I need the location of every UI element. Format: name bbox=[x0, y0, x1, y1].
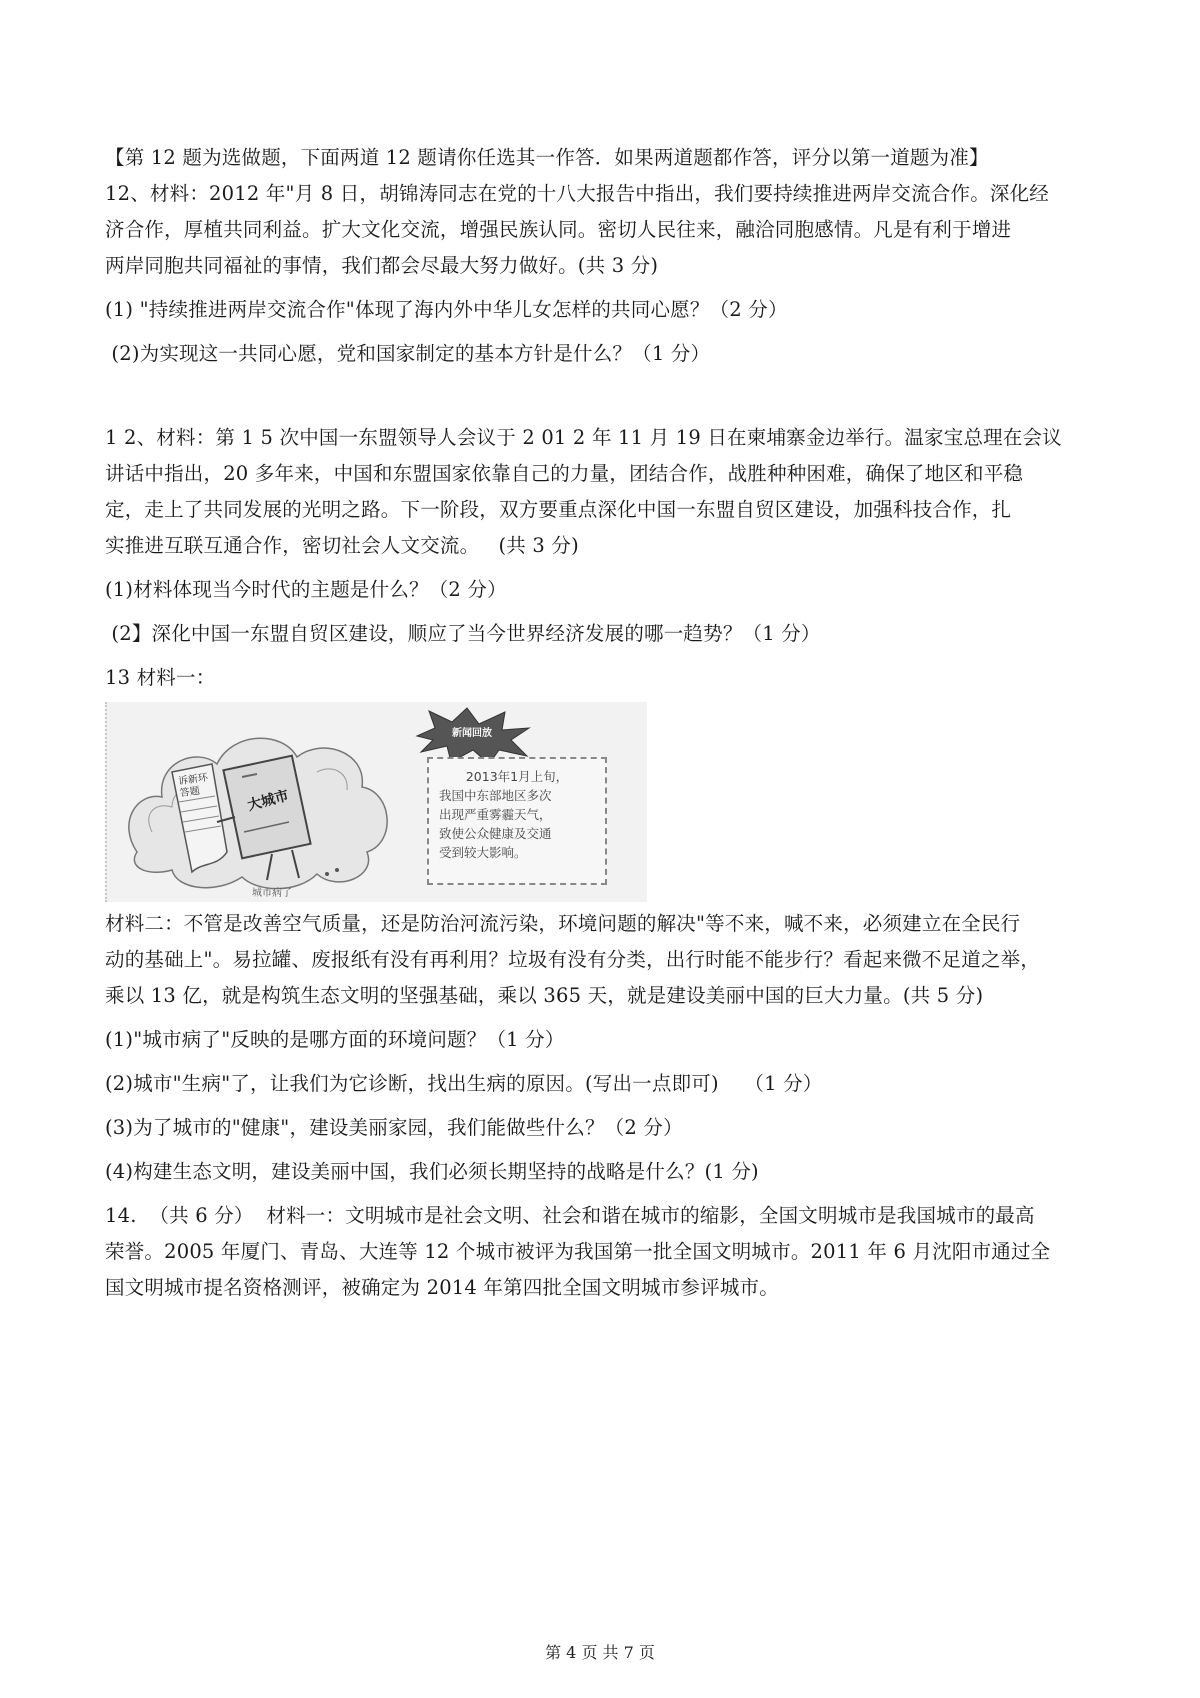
scroll-text: 诉新环 答题 bbox=[177, 772, 209, 800]
q12b-material-line: 定，走上了共同发展的光明之路。下一阶段，双方要重点深化中国一东盟自贸区建设，加强科技合作，扎 bbox=[105, 498, 1012, 521]
document-page bbox=[105, 140, 1095, 1306]
q14-line: 荣誉。2005 年厦门、青岛、大连等 12 个城市被评为我国第一批全国文明城市。2011 年 6 月沈阳市通过全 bbox=[105, 1240, 1051, 1263]
q14-line: 国文明城市提名资格测评，被确定为 2014 年第四批全国文明城市参评城市。 bbox=[105, 1276, 779, 1299]
q12a-material-line: 济合作，厚植共同利益。扩大文化交流，增强民族认同。密切人民往来，融洽同胞感情。凡是有利于增进 bbox=[105, 218, 1012, 241]
question-12a bbox=[105, 176, 1095, 372]
city-label: 大城市 bbox=[245, 787, 291, 815]
q13-material2-line: 乘以 13 亿，就是构筑生态文明的坚强基础，乘以 365 天，就是建设美丽中国的巨大力量。(共 5 分) bbox=[105, 984, 984, 1007]
q12b-subquestion-2: (2】深化中国一东盟自贸区建设，顺应了当今世界经济发展的哪一趋势？（1 分） bbox=[105, 622, 821, 645]
q14-line: 14. （共 6 分） 材料一：文明城市是社会文明、社会和谐在城市的缩影，全国文明城市是我国城市的最高 bbox=[105, 1204, 1035, 1227]
cartoon-illustration bbox=[117, 702, 402, 902]
question-14 bbox=[105, 1198, 1095, 1306]
q12b-material-line: 1 2、材料：第 1 5 次中国一东盟领导人会议于 2 01 2 年 11 月 19 日在柬埔寨金边举行。温家宝总理在会议 bbox=[105, 426, 1062, 449]
selection-note: 【第 12 题为选做题，下面两道 12 题请你任选其一作答．如果两道题都作答，评分以第一道题为准】 bbox=[105, 146, 989, 169]
q13-subquestion-1: (1)"城市病了"反映的是哪方面的环境问题？（1 分） bbox=[105, 1028, 565, 1051]
question-12b bbox=[105, 420, 1095, 652]
news-box bbox=[427, 757, 607, 885]
q12a-material-line: 两岸同胞共同福祉的事情，我们都会尽最大努力做好。(共 3 分) bbox=[105, 254, 659, 277]
q12a-subquestion-2: (2)为实现这一共同心愿，党和国家制定的基本方针是什么？（1 分） bbox=[105, 342, 711, 365]
cartoon-caption: 城市病了 bbox=[252, 888, 292, 899]
news-line: 2013年1月上旬， bbox=[465, 769, 569, 784]
q12a-material-line: 12、材料：2012 年"月 8 日，胡锦涛同志在党的十八大报告中指出，我们要持续推进两岸交流合作。深化经 bbox=[105, 182, 1050, 205]
q12b-material-line: 讲话中指出，20 多年来，中国和东盟国家依靠自己的力量，团结合作，战胜种种困难，确保了地区和平稳 bbox=[105, 462, 1024, 485]
q12a-subquestion-1: (1) "持续推进两岸交流合作"体现了海内外中华儿女怎样的共同心愿？（2 分） bbox=[105, 298, 788, 321]
q12b-subquestion-1: (1)材料体现当今时代的主题是什么？（2 分） bbox=[105, 578, 507, 601]
news-line: 受到较大影响。 bbox=[439, 845, 527, 860]
smog-cartoon-image bbox=[105, 702, 647, 902]
q13-material2-line: 材料二：不管是改善空气质量，还是防治河流污染，环境问题的解决"等不来，喊不来，必须建立在全民行 bbox=[105, 912, 1021, 935]
q13-label: 13 材料一： bbox=[105, 666, 216, 689]
q13-subquestion-2: (2)城市"生病"了，让我们为它诊断，找出生病的原因。(写出一点即可) （1 分） bbox=[105, 1072, 823, 1095]
news-line: 致使公众健康及交通 bbox=[439, 826, 552, 841]
q13-material2-line: 动的基础上"。易拉罐、废报纸有没有再利用？垃圾有没有分类，出行时能不能步行？看起来微不足道之举， bbox=[105, 948, 1041, 971]
q13-subquestion-4: (4)构建生态文明，建设美丽中国，我们必须长期坚持的战略是什么？(1 分) bbox=[105, 1160, 759, 1183]
news-line: 我国中东部地区多次 bbox=[439, 788, 552, 803]
q12b-material-line: 实推进互联互通合作，密切社会人文交流。 (共 3 分) bbox=[105, 534, 579, 557]
page-number-footer: 第 4 页 共 7 页 bbox=[545, 1643, 655, 1662]
q13-subquestion-3: (3)为了城市的"健康"，建设美丽家园，我们能做些什么？（2 分） bbox=[105, 1116, 683, 1139]
question-13 bbox=[105, 660, 1095, 1190]
news-line: 出现严重雾霾天气， bbox=[439, 807, 552, 822]
news-title: 新闻回放 bbox=[452, 728, 492, 739]
